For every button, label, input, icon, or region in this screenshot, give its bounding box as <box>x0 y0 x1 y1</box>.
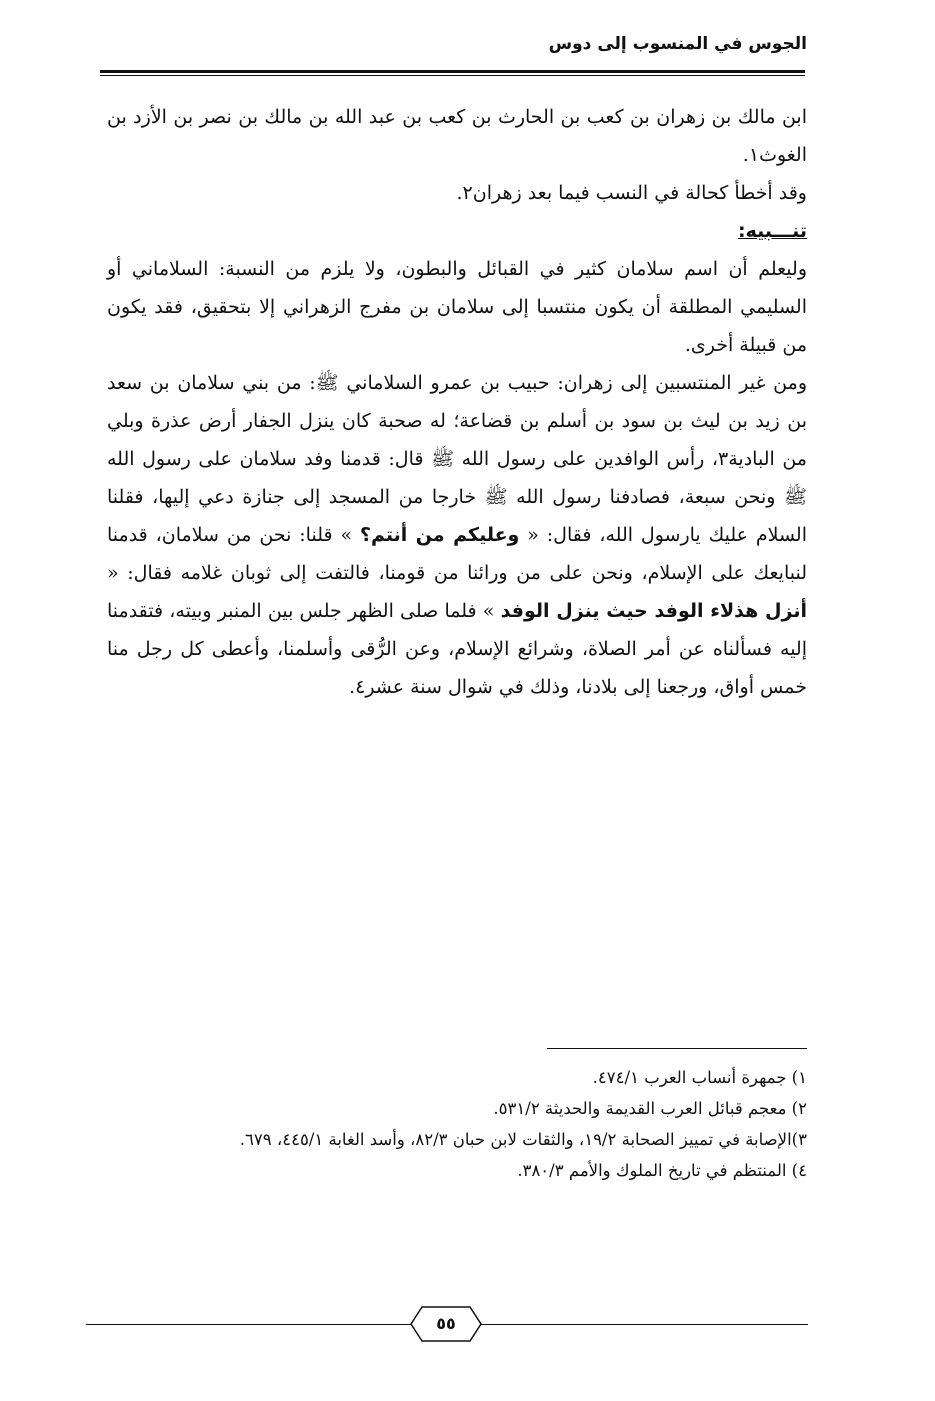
footnote-4: ٤) المنتظم في تاريخ الملوك والأمم ٣٨٠/٣. <box>517 1161 807 1180</box>
narration-part-2: » قلنا: نحن من سلامان، قدمنا لنبايعك على الإسلام، ونحن على من ورائنا من قومنا، فالتفت إلى ثوبان غلامه فقال: « <box>107 524 807 584</box>
paragraph-kahhala-note: وقد أخطأ كحالة في النسب فيما بعد زهران٢. <box>456 182 807 204</box>
hadith-quote-1: وعليكم من أنتم؟ <box>360 524 520 546</box>
footnotes <box>107 1062 807 1186</box>
narration-part-1: ومن غير المنتسبين إلى زهران: حبيب بن عمرو السلاماني ﷺ: من بني سلامان بن سعد بن زيد بن ليث بن سود بن أسلم بن قضاعة؛ له صحبة كان ينزل الجفار أرض عذرة وبلي من البادية٣، رأس الوافدين على رسول الله ﷺ قال: قدمنا وفد سلامان على رسول الله ﷺ ونحن سبعة، فصادفنا رسول الله ﷺ خارجا من المسجد إلى جنازة دعي إليها، فقلنا السلام عليك يارسول الله، فقال: « <box>107 372 807 546</box>
footnote-3: ٣)الإصابة في تمييز الصحابة ١٩/٢، والثقات لابن حبان ٨٢/٣، وأسد الغابة ٤٤٥/١، ٦٧٩. <box>239 1130 807 1149</box>
note-heading: تنـــبيه: <box>737 220 807 242</box>
narration-part-3: » فلما صلى الظهر جلس بين المنبر وبيته، فتقدمنا إليه فسألناه عن أمر الصلاة، وشرائع الإسلام، وعن الرُّقى وأسلمنا، وأعطى كل رجل منا خمس أواق، ورجعنا إلى بلادنا، وذلك في شوال سنة عشر٤. <box>107 600 807 698</box>
page-number: ٥٥ <box>436 1314 456 1333</box>
paragraph-lineage: ابن مالك بن زهران بن كعب بن الحارث بن كعب بن عبد الله بن مالك بن نصر بن الأزد بن الغوث١. <box>107 106 807 166</box>
footnote-separator <box>547 1048 807 1049</box>
paragraph-salaman-name: وليعلم أن اسم سلامان كثير في القبائل والبطون، ولا يلزم من النسبة: السلاماني أو السليمي المطلقة أن يكون منتسبا إلى سلامان بن مفرج الزهراني إلا بتحقيق، فقد يكون من قبيلة أخرى. <box>107 258 807 356</box>
header-rule <box>100 70 805 73</box>
main-text <box>107 98 807 706</box>
running-header: الجوس في المنسوب إلى دوس <box>548 34 807 54</box>
hadith-quote-2: أنزل هذلاء الوفد حيث ينزل الوفد <box>500 600 807 622</box>
footnote-2: ٢) معجم قبائل العرب القديمة والحديثة ٥٣١/٢. <box>493 1099 807 1118</box>
paragraph-habib-narration <box>107 364 807 706</box>
note-heading-line <box>107 212 807 250</box>
page-number-badge <box>410 1306 482 1342</box>
footnote-1: ١) جمهرة أنساب العرب ٤٧٤/١. <box>592 1068 807 1087</box>
